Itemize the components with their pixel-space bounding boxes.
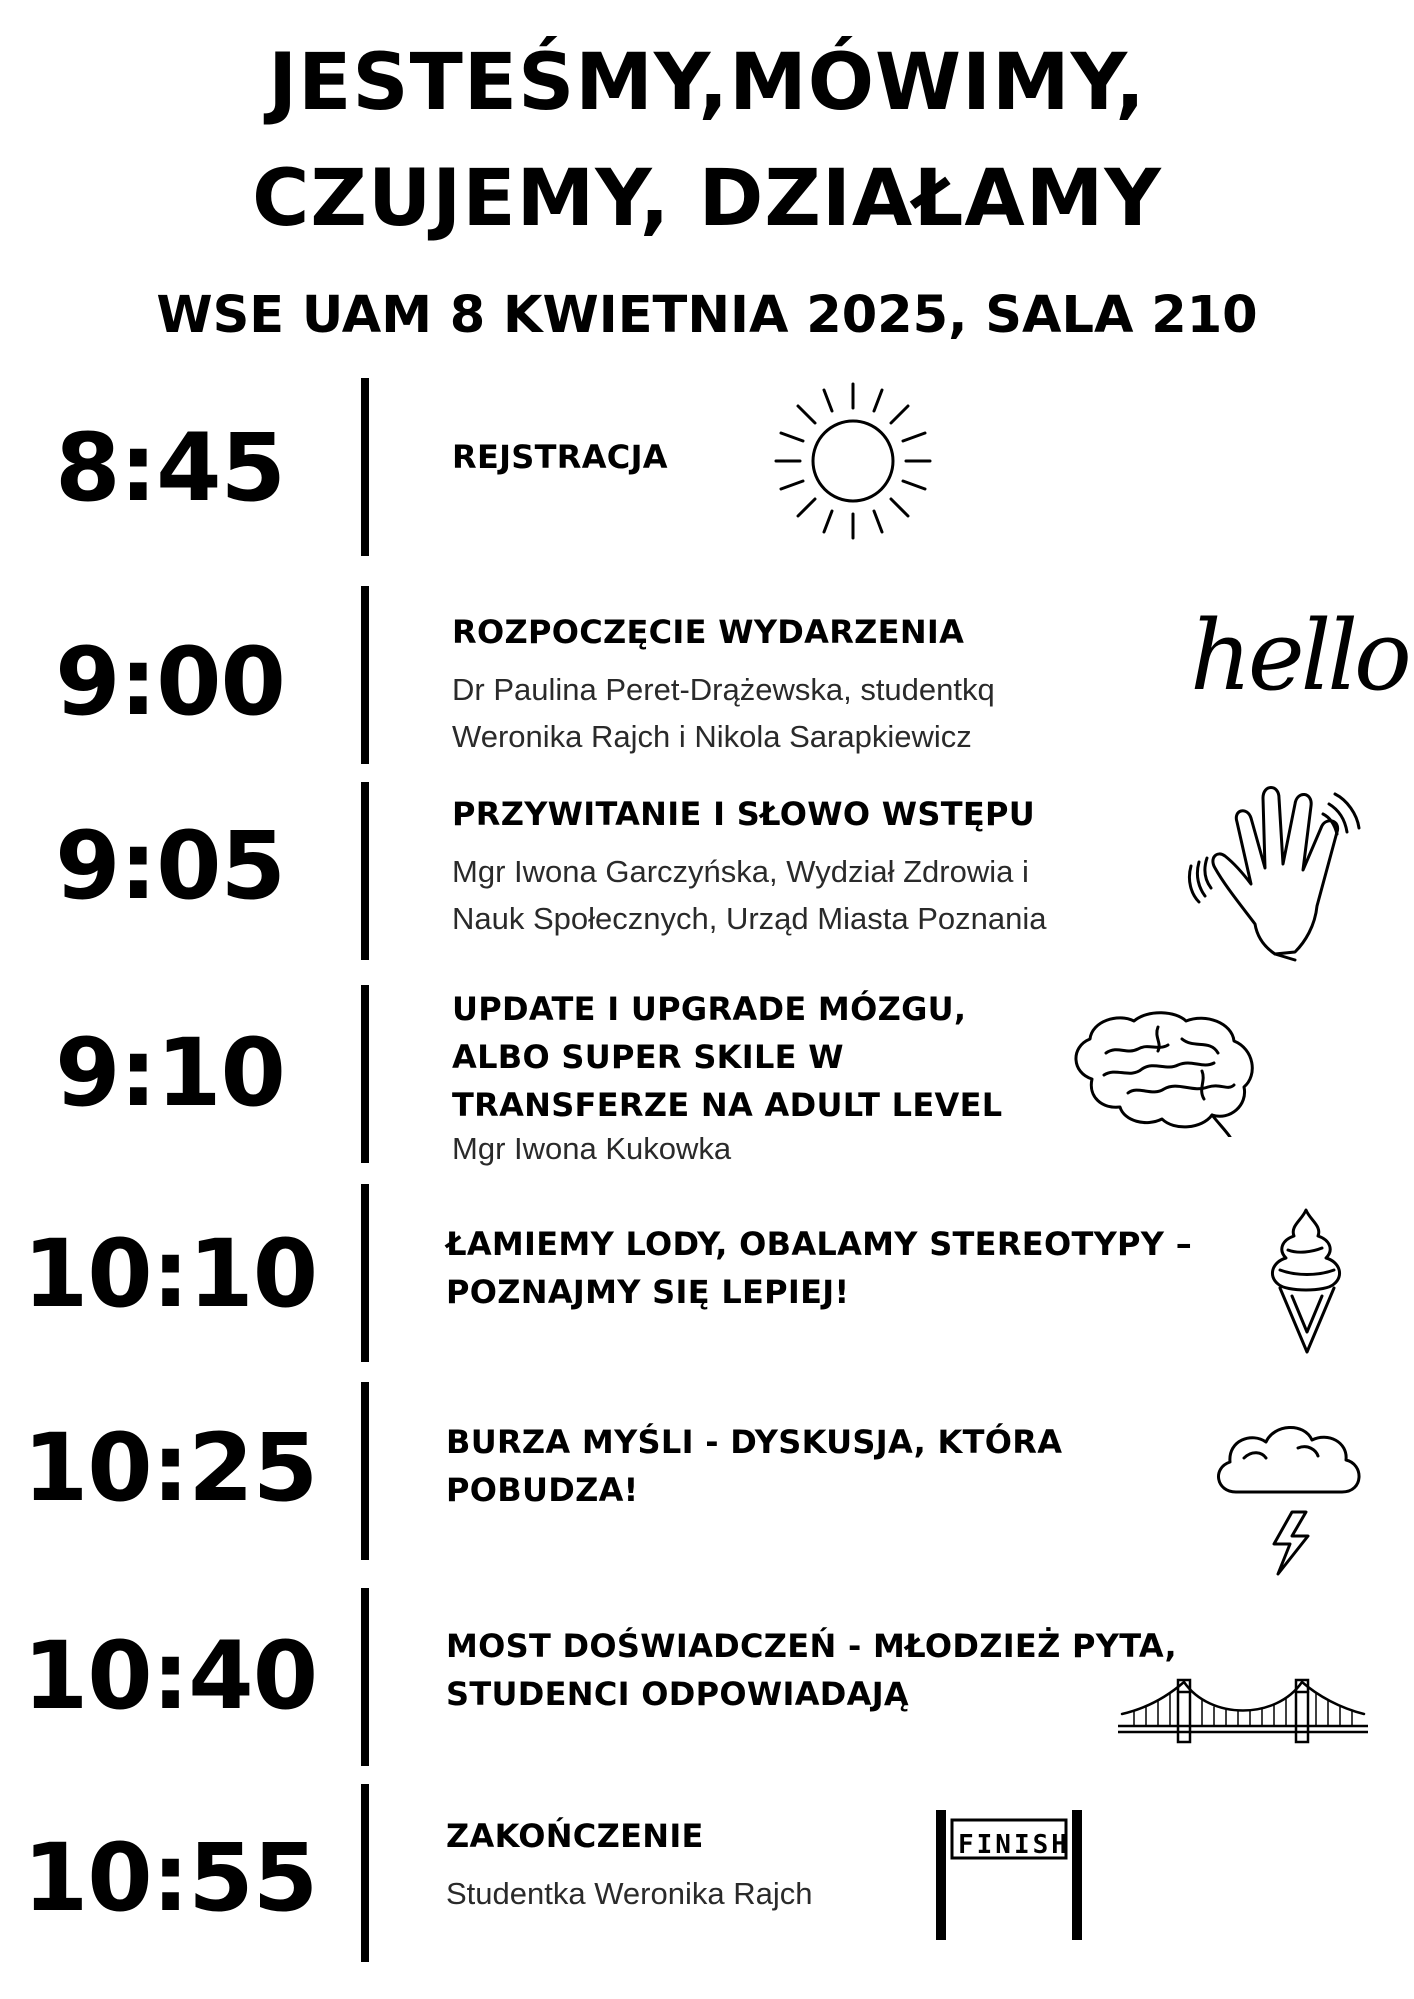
waving-hand-icon [1185, 776, 1365, 962]
time-label: 9:05 [55, 812, 285, 921]
brain-icon [1062, 1009, 1262, 1137]
session-title: ZAKOŃCZENIE [446, 1817, 704, 1855]
session-title-line: TRANSFERZE NA ADULT LEVEL [452, 1086, 1003, 1124]
time-label: 10:10 [22, 1220, 318, 1329]
session-title-line: ALBO SUPER SKILE W [452, 1038, 844, 1076]
session-title-line: BURZA MYŚLI - DYSKUSJA, KTÓRA [446, 1423, 1063, 1461]
finish-banner-text: FINISH [958, 1830, 1070, 1860]
session-title: REJSTRACJA [452, 438, 668, 476]
session-speakers: Dr Paulina Peret-Drążewska, studentkq [452, 672, 995, 707]
session-title-line: STUDENCI ODPOWIADAJĄ [446, 1675, 909, 1713]
finish-line-icon [932, 1804, 1086, 1944]
storm-cloud-icon [1208, 1418, 1368, 1578]
session-title: PRZYWITANIE I SŁOWO WSTĘPU [452, 795, 1036, 833]
timeline-divider [361, 985, 369, 1163]
hello-lettering-icon: hello [1190, 600, 1408, 712]
session-title-line: MOST DOŚWIADCZEŃ - MŁODZIEŻ PYTA, [446, 1627, 1178, 1665]
session-title-line: POZNAJMY SIĘ LEPIEJ! [446, 1273, 850, 1311]
session-title-line: ŁAMIEMY LODY, OBALAMY STEREOTYPY – [446, 1225, 1193, 1263]
timeline-divider [361, 1184, 369, 1362]
session-title: ROZPOCZĘCIE WYDARZENIA [452, 613, 965, 651]
time-label: 9:00 [55, 628, 285, 737]
session-speakers: Nauk Społecznych, Urząd Miasta Poznania [452, 901, 1047, 936]
timeline-divider [361, 782, 369, 960]
timeline-divider [361, 1784, 369, 1962]
time-label: 10:25 [22, 1414, 318, 1523]
session-speakers: Weronika Rajch i Nikola Sarapkiewicz [452, 719, 972, 754]
sun-icon [768, 378, 938, 544]
session-title-line: POBUDZA! [446, 1471, 639, 1509]
poster-title-line-2: CZUJEMY, DZIAŁAMY [252, 154, 1162, 244]
timeline-divider [361, 586, 369, 764]
ice-cream-icon [1262, 1206, 1352, 1356]
time-label: 9:10 [55, 1019, 285, 1128]
session-speakers: Mgr Iwona Kukowka [452, 1131, 732, 1166]
timeline-divider [361, 1588, 369, 1766]
session-speakers: Mgr Iwona Garczyńska, Wydział Zdrowia i [452, 854, 1029, 889]
session-title-line: UPDATE I UPGRADE MÓZGU, [452, 990, 967, 1028]
timeline-divider [361, 1382, 369, 1560]
time-label: 10:40 [22, 1622, 318, 1731]
session-speakers: Studentka Weronika Rajch [446, 1876, 813, 1911]
timeline-divider [361, 378, 369, 556]
poster-title-line-1: JESTEŚMY,MÓWIMY, [268, 38, 1146, 128]
bridge-icon [1118, 1674, 1368, 1748]
time-label: 10:55 [22, 1824, 318, 1933]
time-label: 8:45 [55, 414, 285, 523]
event-date-venue: WSE UAM 8 KWIETNIA 2025, SALA 210 [156, 286, 1258, 345]
